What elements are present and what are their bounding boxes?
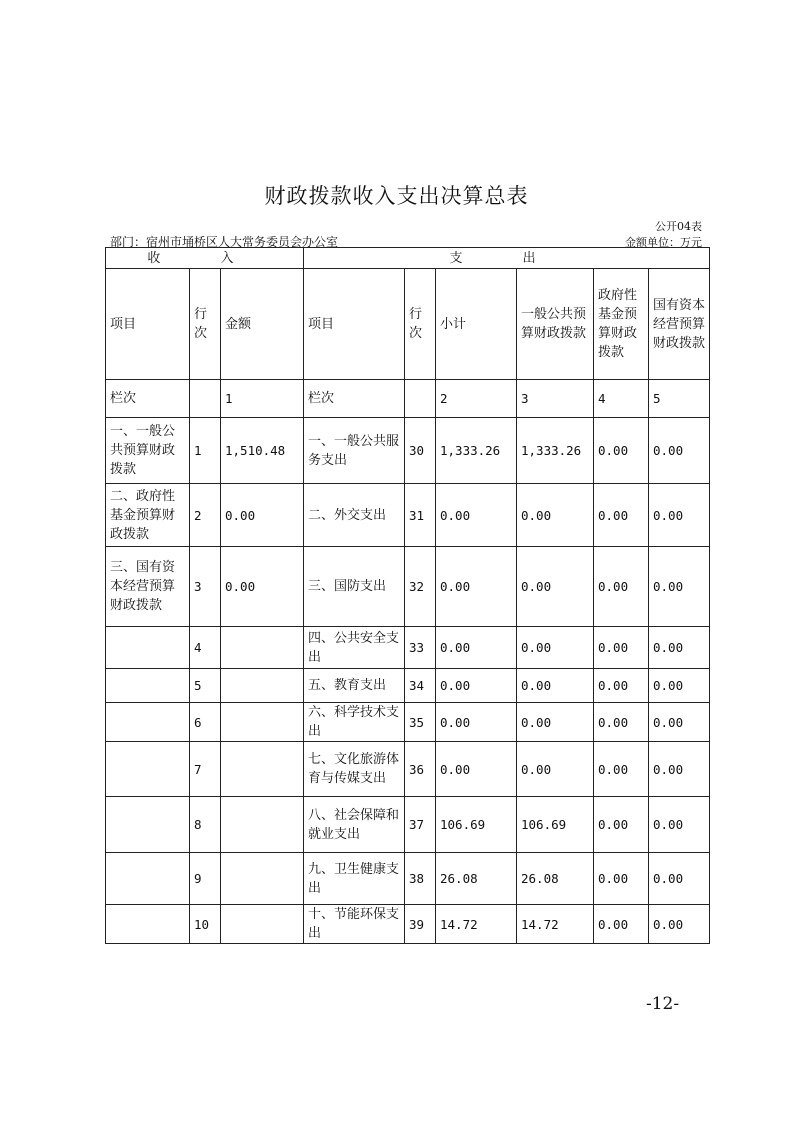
col-index-blank <box>405 380 436 418</box>
general-budget-value: 106.69 <box>517 797 594 853</box>
income-item <box>106 797 190 853</box>
income-line-no: 5 <box>190 669 221 703</box>
expense-line-no: 30 <box>405 418 436 484</box>
subtotal-value: 0.00 <box>436 627 517 669</box>
fund-budget-value: 0.00 <box>594 797 649 853</box>
expense-item: 三、国防支出 <box>304 547 405 627</box>
income-amount: 0.00 <box>221 484 304 547</box>
general-budget-value: 0.00 <box>517 742 594 797</box>
general-budget-value: 0.00 <box>517 484 594 547</box>
form-number: 公开04表 <box>655 220 702 233</box>
income-amount: 0.00 <box>221 547 304 627</box>
expense-line-no: 34 <box>405 669 436 703</box>
subtotal-value: 26.08 <box>436 853 517 905</box>
income-line-no: 6 <box>190 703 221 742</box>
col-index: 4 <box>594 380 649 418</box>
table-row <box>106 418 710 484</box>
income-item: 二、政府性基金预算财政拨款 <box>106 484 190 547</box>
general-budget-value: 14.72 <box>517 905 594 944</box>
expense-item: 八、社会保障和就业支出 <box>304 797 405 853</box>
income-line-no: 1 <box>190 418 221 484</box>
expense-item: 二、外交支出 <box>304 484 405 547</box>
state-capital-value: 0.00 <box>649 484 710 547</box>
income-amount <box>221 669 304 703</box>
fund-budget-value: 0.00 <box>594 547 649 627</box>
table-row <box>106 905 710 944</box>
fund-budget-value: 0.00 <box>594 669 649 703</box>
subtotal-value: 0.00 <box>436 742 517 797</box>
expense-item: 五、教育支出 <box>304 669 405 703</box>
column-header-row <box>106 269 710 380</box>
expense-line-no: 32 <box>405 547 436 627</box>
expense-line-no: 39 <box>405 905 436 944</box>
column-index-row <box>106 380 710 418</box>
table-row <box>106 703 710 742</box>
table-row <box>106 547 710 627</box>
expense-line-no: 33 <box>405 627 436 669</box>
expense-line-no: 38 <box>405 853 436 905</box>
income-section-header: 收 入 <box>106 248 304 269</box>
general-budget-value: 0.00 <box>517 703 594 742</box>
expense-item: 四、公共安全支出 <box>304 627 405 669</box>
expense-item: 六、科学技术支出 <box>304 703 405 742</box>
subtotal-value: 0.00 <box>436 484 517 547</box>
fund-budget-value: 0.00 <box>594 418 649 484</box>
fund-budget-value: 0.00 <box>594 853 649 905</box>
state-capital-value: 0.00 <box>649 669 710 703</box>
income-item <box>106 703 190 742</box>
col-index: 3 <box>517 380 594 418</box>
state-capital-value: 0.00 <box>649 627 710 669</box>
col-index: 5 <box>649 380 710 418</box>
state-capital-value: 0.00 <box>649 797 710 853</box>
fund-budget-value: 0.00 <box>594 905 649 944</box>
header-line: 行次 <box>405 269 436 380</box>
subtotal-value: 14.72 <box>436 905 517 944</box>
income-line-no: 3 <box>190 547 221 627</box>
header-subtotal: 小计 <box>436 269 517 380</box>
expense-line-no: 31 <box>405 484 436 547</box>
income-line-no: 2 <box>190 484 221 547</box>
general-budget-value: 0.00 <box>517 669 594 703</box>
header-state-capital: 国有资本经营预算财政拨款 <box>649 269 710 380</box>
income-amount <box>221 797 304 853</box>
expense-item: 九、卫生健康支出 <box>304 853 405 905</box>
table-row <box>106 484 710 547</box>
fund-budget-value: 0.00 <box>594 703 649 742</box>
table-row <box>106 669 710 703</box>
header-fund-budget: 政府性基金预算财政拨款 <box>594 269 649 380</box>
expense-line-no: 37 <box>405 797 436 853</box>
income-amount <box>221 742 304 797</box>
expense-item: 七、文化旅游体育与传媒支出 <box>304 742 405 797</box>
col-index-blank <box>190 380 221 418</box>
header-item: 项目 <box>106 269 190 380</box>
income-line-no: 7 <box>190 742 221 797</box>
income-amount <box>221 627 304 669</box>
amount-unit-label: 金额单位：万元 <box>625 236 702 249</box>
expense-item: 一、一般公共服务支出 <box>304 418 405 484</box>
state-capital-value: 0.00 <box>649 905 710 944</box>
fund-budget-value: 0.00 <box>594 484 649 547</box>
fund-budget-value: 0.00 <box>594 627 649 669</box>
income-amount: 1,510.48 <box>221 418 304 484</box>
table-row <box>106 627 710 669</box>
state-capital-value: 0.00 <box>649 853 710 905</box>
page-number: -12- <box>646 994 680 1014</box>
income-item <box>106 853 190 905</box>
income-amount <box>221 905 304 944</box>
general-budget-value: 0.00 <box>517 547 594 627</box>
general-budget-value: 1,333.26 <box>517 418 594 484</box>
income-item: 三、国有资本经营预算财政拨款 <box>106 547 190 627</box>
income-item <box>106 905 190 944</box>
expense-section-header: 支 出 <box>304 248 710 269</box>
income-line-no: 10 <box>190 905 221 944</box>
page-title: 财政拨款收入支出决算总表 <box>264 184 529 208</box>
general-budget-value: 26.08 <box>517 853 594 905</box>
state-capital-value: 0.00 <box>649 418 710 484</box>
subtotal-value: 0.00 <box>436 547 517 627</box>
header-line: 行次 <box>190 269 221 380</box>
fund-budget-value: 0.00 <box>594 742 649 797</box>
header-general-budget: 一般公共预算财政拨款 <box>517 269 594 380</box>
col-index: 2 <box>436 380 517 418</box>
col-index-label: 栏次 <box>106 380 190 418</box>
expense-line-no: 36 <box>405 742 436 797</box>
state-capital-value: 0.00 <box>649 547 710 627</box>
header-item: 项目 <box>304 269 405 380</box>
expense-item: 十、节能环保支出 <box>304 905 405 944</box>
income-item <box>106 627 190 669</box>
general-budget-value: 0.00 <box>517 627 594 669</box>
income-item <box>106 742 190 797</box>
col-index-label: 栏次 <box>304 380 405 418</box>
income-line-no: 9 <box>190 853 221 905</box>
col-index: 1 <box>221 380 304 418</box>
department-label: 部门：宿州市埇桥区人大常务委员会办公室 <box>110 235 339 249</box>
state-capital-value: 0.00 <box>649 742 710 797</box>
income-amount <box>221 853 304 905</box>
subtotal-value: 106.69 <box>436 797 517 853</box>
subtotal-value: 0.00 <box>436 703 517 742</box>
budget-table <box>105 247 710 944</box>
income-line-no: 8 <box>190 797 221 853</box>
subtotal-value: 0.00 <box>436 669 517 703</box>
subtotal-value: 1,333.26 <box>436 418 517 484</box>
income-line-no: 4 <box>190 627 221 669</box>
table-row <box>106 742 710 797</box>
income-item: 一、一般公共预算财政拨款 <box>106 418 190 484</box>
income-item <box>106 669 190 703</box>
header-amount: 金额 <box>221 269 304 380</box>
table-row <box>106 797 710 853</box>
table-row <box>106 853 710 905</box>
expense-line-no: 35 <box>405 703 436 742</box>
income-amount <box>221 703 304 742</box>
state-capital-value: 0.00 <box>649 703 710 742</box>
